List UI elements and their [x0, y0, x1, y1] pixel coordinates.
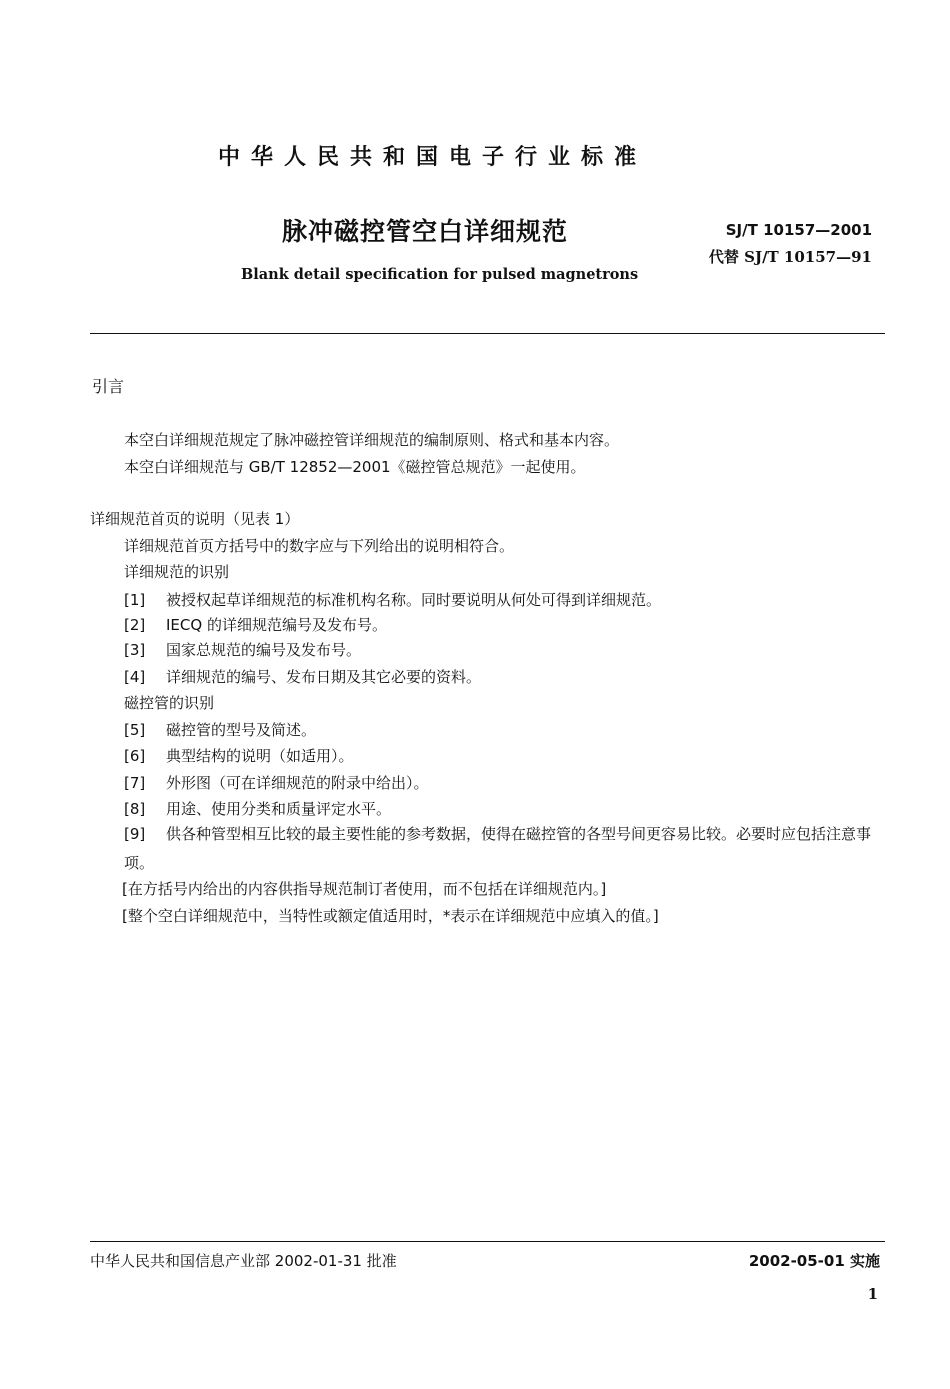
note-brackets: [在方括号内给出的内容供指导规范制订者使用，而不包括在详细规范内。]: [122, 880, 607, 898]
subheading-magnetron-identification: 磁控管的识别: [124, 694, 215, 712]
item-text: 被授权起草详细规范的标准机构名称。同时要说明从何处可得到详细规范。: [166, 591, 662, 609]
standard-code: SJ/T 10157—2001: [725, 221, 872, 239]
effective-date: 2002-05-01 实施: [748, 1252, 880, 1270]
bottom-divider: [90, 1241, 885, 1242]
section-heading: 详细规范首页的说明（见表 1）: [90, 510, 300, 528]
standard-title: 中华人民共和国电子行业标准: [218, 145, 648, 170]
item-number: [1]: [124, 591, 146, 609]
replaces-code: 代替 SJ/T 10157—91: [708, 248, 872, 266]
note-asterisk: [整个空白详细规范中，当特性或额定值适用时，*表示在详细规范中应填入的值。]: [122, 907, 659, 925]
approval-line: 中华人民共和国信息产业部 2002-01-31 批准: [90, 1252, 397, 1270]
item-text: 磁控管的型号及简述。: [166, 721, 317, 739]
subheading-spec-identification: 详细规范的识别: [124, 563, 230, 581]
list-item: [124, 798, 391, 819]
list-item: [124, 820, 884, 878]
item-number: [6]: [124, 747, 146, 765]
intro-line: 本空白详细规范与 GB/T 12852—2001《磁控管总规范》一起使用。: [124, 458, 586, 476]
item-number: [5]: [124, 721, 146, 739]
item-text: 供各种管型相互比较的最主要性能的参考数据，使得在磁控管的各型号间更容易比较。必要时应包括注意事项。: [124, 825, 872, 872]
item-text: 典型结构的说明（如适用）。: [166, 747, 354, 765]
list-item: [124, 639, 361, 660]
page-number: 1: [867, 1285, 878, 1303]
intro-line: 本空白详细规范规定了脉冲磁控管详细规范的编制原则、格式和基本内容。: [124, 431, 620, 449]
item-text: 用途、使用分类和质量评定水平。: [166, 800, 392, 818]
item-text: 详细规范的编号、发布日期及其它必要的资料。: [166, 668, 482, 686]
item-number: [4]: [124, 668, 146, 686]
intro-heading: 引言: [92, 377, 125, 396]
list-item: [124, 666, 481, 687]
english-title: Blank detail specification for pulsed magnetrons: [241, 266, 639, 283]
item-text: 国家总规范的编号及发布号。: [166, 641, 362, 659]
item-number: [9]: [124, 825, 146, 843]
item-text: 外形图（可在详细规范的附录中给出）。: [166, 774, 429, 792]
list-item: [124, 772, 429, 793]
list-item: [124, 745, 354, 766]
list-item: [124, 614, 387, 635]
list-item: [124, 589, 661, 610]
item-number: [8]: [124, 800, 146, 818]
section-lead: 详细规范首页方括号中的数字应与下列给出的说明相符合。: [124, 537, 515, 555]
document-title: 脉冲磁控管空白详细规范: [282, 217, 569, 246]
list-item: [124, 719, 316, 740]
item-number: [7]: [124, 774, 146, 792]
item-number: [2]: [124, 616, 146, 634]
item-text: IECQ 的详细规范编号及发布号。: [166, 616, 387, 634]
item-number: [3]: [124, 641, 146, 659]
top-divider: [90, 333, 885, 334]
